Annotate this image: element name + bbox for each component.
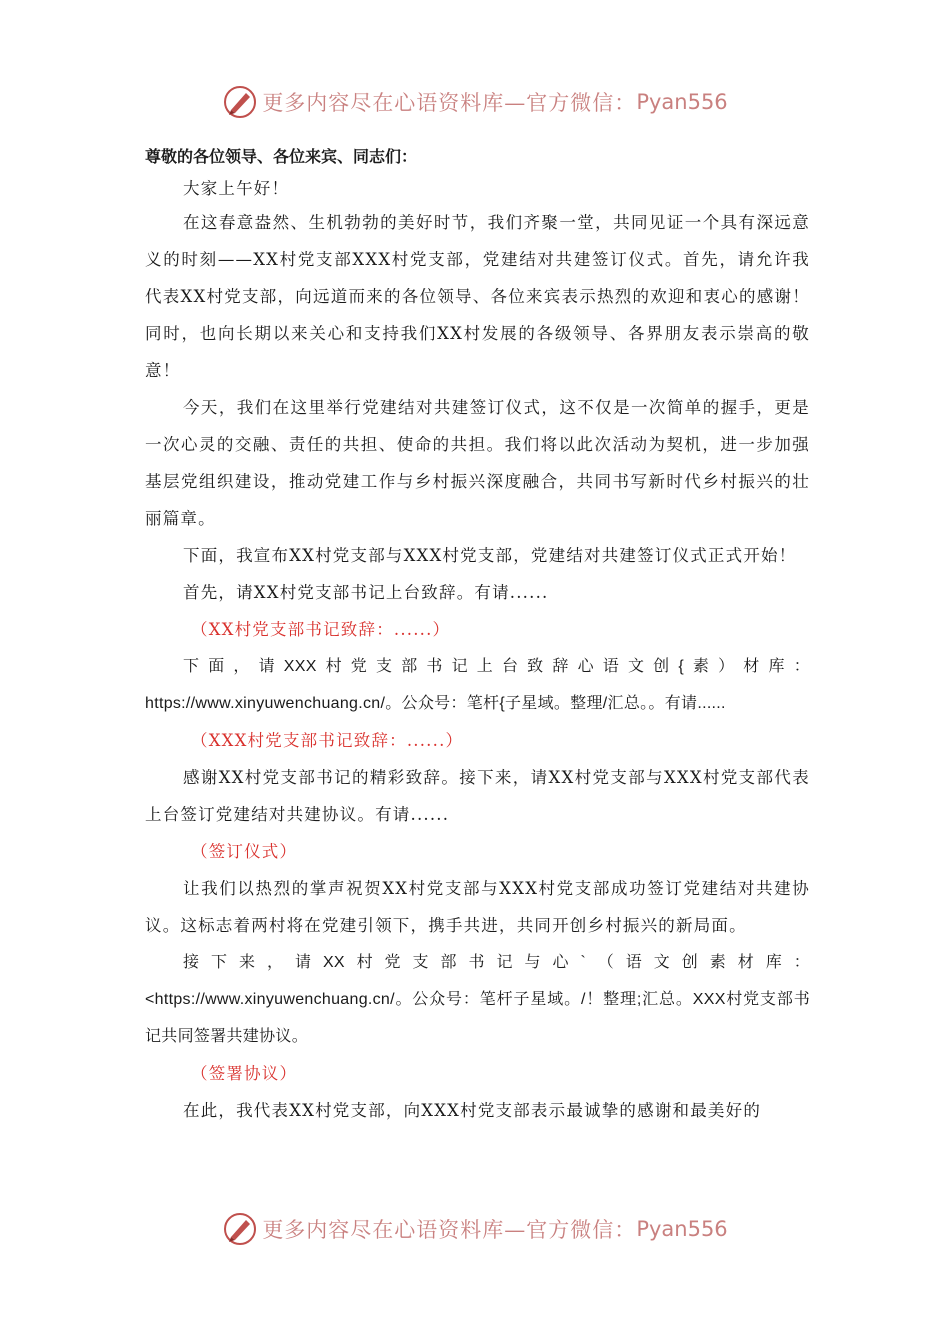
footer-wechat: Pyan556 xyxy=(636,1217,728,1241)
header-wechat: Pyan556 xyxy=(636,90,728,114)
document-body xyxy=(145,140,810,1129)
paragraph: 今天，我们在这里举行党建结对共建签订仪式，这不仅是一次简单的握手，更是一次心灵的交融、责任的共担、使命的共担。我们将以此次活动为契机，进一步加强基层党组织建设，推动党建工作与乡村振兴深度融合，共同书写新时代乡村振兴的壮丽篇章。 xyxy=(145,398,810,528)
pen-logo-icon xyxy=(222,84,258,120)
header-text: 更多内容尽在心语资料库—官方微信： xyxy=(262,91,637,115)
paragraph: 在此，我代表XX村党支部，向XXX村党支部表示最诚挚的感谢和最美好的 xyxy=(183,1101,762,1120)
paragraph: 下面，请XXX村党支部书记上台致辞心语文创{素）材库：https://www.xinyuwenchuang.cn/。公众号：笔杆{子星域。整理/汇总。。有请...... xyxy=(145,658,810,712)
paragraph: 下面，我宣布XX村党支部与XXX村党支部，党建结对共建签订仪式正式开始！ xyxy=(183,546,797,565)
paragraph: 接下来，请XX村党支部书记与心`（语文创素材库：<https://www.xinyuwenchuang.cn/。公众号：笔杆子星域。/！整理;汇总。XXX村党支部书记共同签署共建协议。 xyxy=(145,954,810,1045)
paragraph: 首先，请XX村党支部书记上台致辞。有请...... xyxy=(183,583,549,602)
pen-logo-icon xyxy=(222,1211,258,1247)
stage-direction: （签订仪式） xyxy=(191,842,298,861)
footer-watermark xyxy=(0,1209,950,1249)
footer-text: 更多内容尽在心语资料库—官方微信： xyxy=(262,1218,637,1242)
header-watermark xyxy=(0,82,950,122)
stage-direction: （XX村党支部书记致辞：......） xyxy=(191,620,451,639)
paragraph: 在这春意盎然、生机勃勃的美好时节，我们齐聚一堂，共同见证一个具有深远意义的时刻——XX村党支部XXX村党支部，党建结对共建签订仪式。首先，请允许我代表XX村党支部，向远道而来的各位领导、各位来宾表示热烈的欢迎和衷心的感谢！同时，也向长期以来关心和支持我们XX村发展的各级领导、各界朋友表示崇高的敬意！ xyxy=(145,213,810,380)
stage-direction: （签署协议） xyxy=(191,1064,298,1083)
stage-direction: （XXX村党支部书记致辞：......） xyxy=(191,731,464,750)
salutation: 尊敬的各位领导、各位来宾、同志们： xyxy=(145,147,418,166)
paragraph: 大家上午好！ xyxy=(183,179,290,198)
paragraph: 感谢XX村党支部书记的精彩致辞。接下来，请XX村党支部与XXX村党支部代表上台签订党建结对共建协议。有请...... xyxy=(145,768,810,824)
paragraph: 让我们以热烈的掌声祝贺XX村党支部与XXX村党支部成功签订党建结对共建协议。这标志着两村将在党建引领下，携手共进，共同开创乡村振兴的新局面。 xyxy=(145,879,810,935)
